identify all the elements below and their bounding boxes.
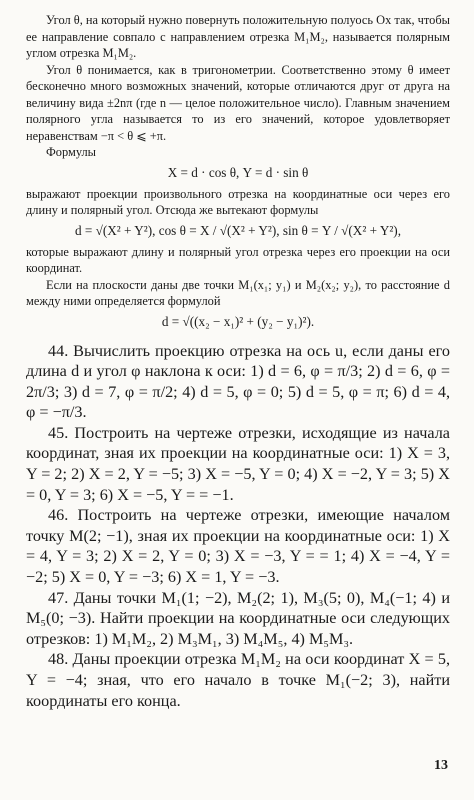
problem-46: 46. Построить на чертеже отрезки, имеющие началом точку M(2; −1), зная их проекции на координатные оси: 1) X = 4, Y = 3; 2) X = 2, Y = 0; 3) X = −3, Y = = 1; 4) X = −4, Y = −2; 5) X = 0, Y = −3; 6) X = 1, Y = −3.	[26, 506, 450, 587]
paragraph-length-angle-explanation: которые выражают длину и полярный угол отрезка через его проекции на оси координат.	[26, 244, 450, 275]
paragraph-polar-angle-definition: Угол θ, на который нужно повернуть положительную полуось Ox так, чтобы ее направление совпало с направлением отрезка M₁M₂, называется полярным углом отрезка M₁M₂.	[26, 13, 450, 60]
problem-47: 47. Даны точки M₁(1; −2), M₂(2; 1), M₃(5; 0), M₄(−1; 4) и M₅(0; −3). Найти проекции на координатные оси следующих отрезков: 1) M₁M₂, 2) M₃M₁, 3) M₄M₅, 4) M₅M₃.	[26, 588, 450, 648]
problem-44: 44. Вычислить проекцию отрезка на ось u, если даны его длина d и угол φ наклона к оси: 1) d = 6, φ = π/3; 2) d = 6, φ = 2π/3; 3) d = 7, φ = π/2; 4) d = 5, φ = 0; 5) d = 5, φ = π; 6) d = 4, φ = −π/3.	[26, 341, 450, 422]
paragraph-projections-explanation: выражают проекции произвольного отрезка на координатные оси через его длину и полярный угол. Отсюда же вытекают формулы	[26, 186, 450, 217]
formula-projections: X = d · cos θ, Y = d · sin θ	[167, 164, 309, 180]
page-number: 13	[434, 758, 448, 773]
formula-length-angle: d = √(X² + Y²), cos θ = X / √(X² + Y²), sin θ = Y / √(X² + Y²),	[75, 222, 401, 238]
formula-distance: d = √((x₂ − x₁)² + (y₂ − y₁)²).	[161, 313, 315, 329]
paragraph-formulas-intro: Формулы	[46, 145, 96, 159]
problem-48: 48. Даны проекции отрезка M₁M₂ на оси координат X = 5, Y = −4; зная, что его начало в точке M₁(−2; 3), найти координаты его конца.	[26, 650, 450, 710]
page-text	[26, 12, 450, 711]
problem-45: 45. Построить на чертеже отрезки, исходящие из начала координат, зная их проекции на координатные оси: 1) X = 3, Y = 2; 2) X = 2, Y = −5; 3) X = −5, Y = 0; 4) X = −2, Y = 3; 5) X = 0, Y = 3; 6) X = −5, Y = = −1.	[26, 423, 450, 504]
paragraph-polar-angle-values: Угол θ понимается, как в тригонометрии. Соответственно этому θ имеет бесконечно много возможных значений, которые отличаются друг от друга на величину вида ±2nπ (где n — целое положительное число). Главным значением полярного угла называется то из его значений, которое удовлетворяет неравенствам −π < θ ⩽ +π.	[26, 62, 450, 143]
paragraph-distance-intro: Если на плоскости даны две точки M₁(x₁; y₁) и M₂(x₂; y₂), то расстояние d между ними определяется формулой	[26, 277, 450, 308]
